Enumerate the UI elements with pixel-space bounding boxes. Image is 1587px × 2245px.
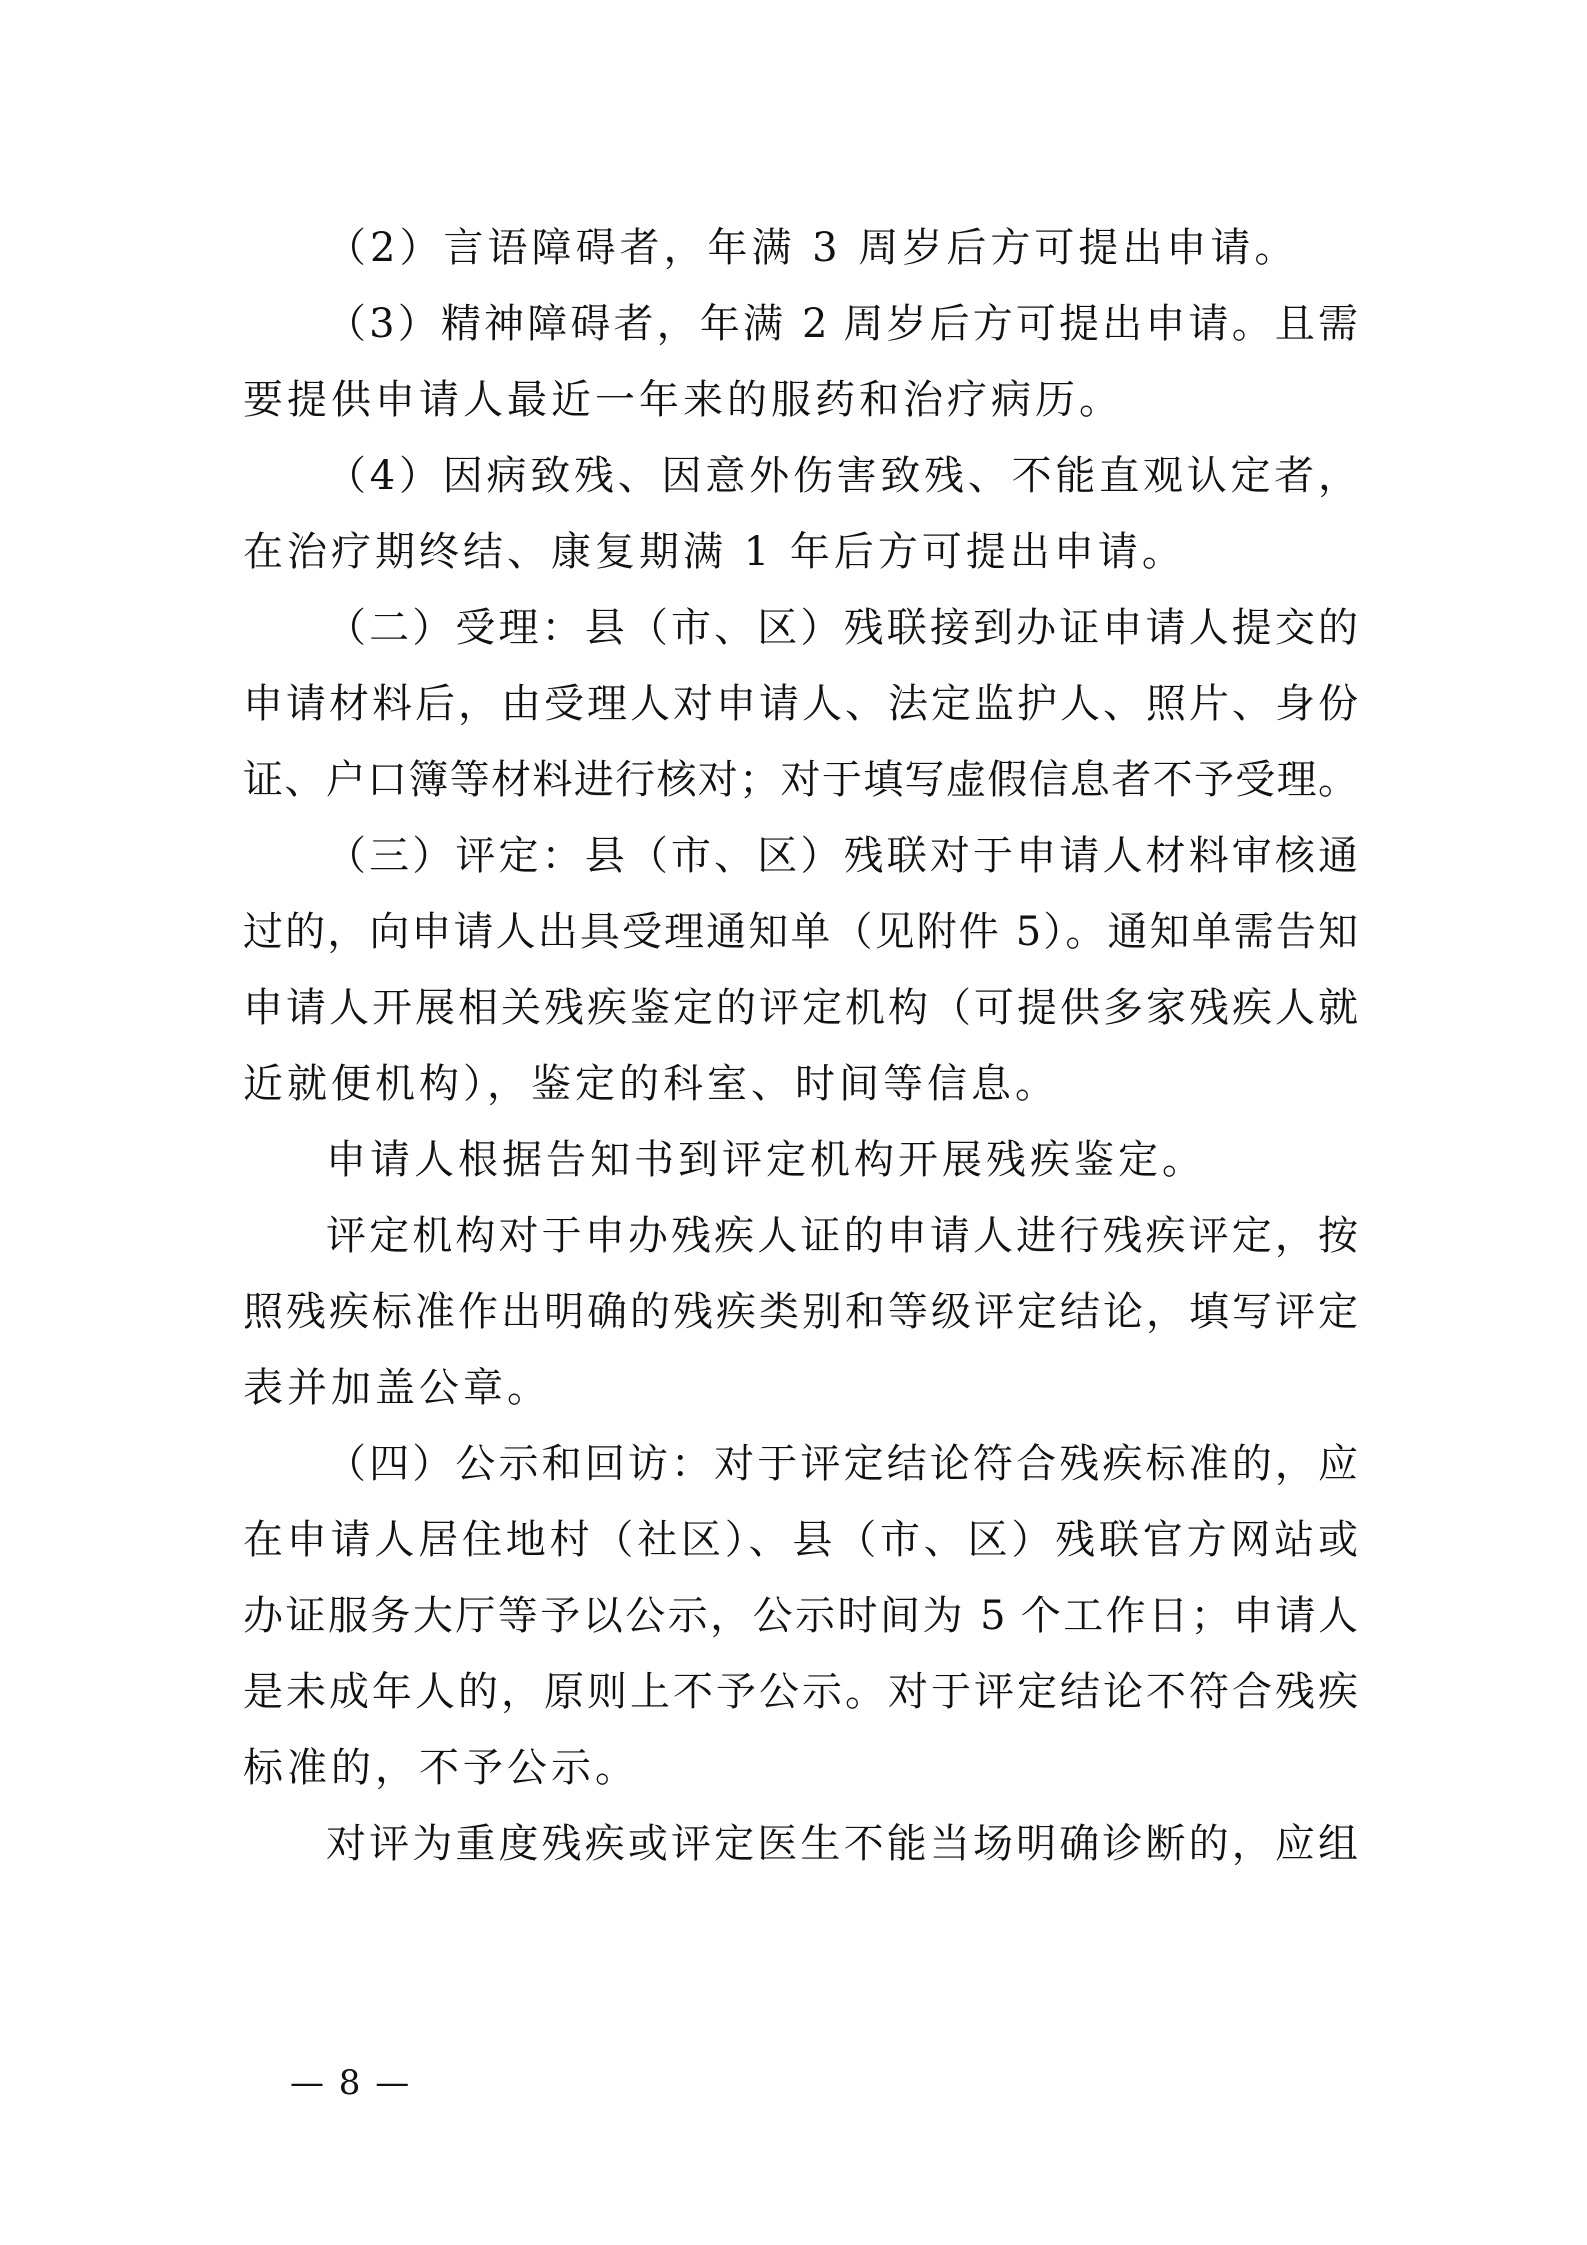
text-line: 照残疾标准作出明确的残疾类别和等级评定结论，填写评定 <box>243 1289 1358 1335</box>
text-line: 在申请人居住地村（社区）、县（市、区）残联官方网站或 <box>243 1517 1358 1563</box>
text-line: 在治疗期终结、康复期满 1 年后方可提出申请。 <box>243 529 1186 575</box>
text-line: 对评为重度残疾或评定医生不能当场明确诊断的，应组 <box>326 1821 1358 1867</box>
text-line: 近就便机构），鉴定的科室、时间等信息。 <box>243 1061 1059 1107</box>
text-line: （3）精神障碍者，年满 2 周岁后方可提出申请。且需 <box>326 301 1358 347</box>
text-line: 标准的，不予公示。 <box>243 1745 639 1791</box>
text-line: 评定机构对于申办残疾人证的申请人进行残疾评定，按 <box>326 1213 1358 1259</box>
text-line: 证、户口簿等材料进行核对；对于填写虚假信息者不予受理。 <box>243 757 1358 803</box>
text-line: 表并加盖公章。 <box>243 1365 551 1411</box>
text-line: 申请材料后，由受理人对申请人、法定监护人、照片、身份 <box>243 681 1358 727</box>
text-line: 过的，向申请人出具受理通知单（见附件 5）。通知单需告知 <box>243 909 1358 955</box>
text-line: （三）评定：县（市、区）残联对于申请人材料审核通 <box>326 833 1358 879</box>
text-line: 办证服务大厅等予以公示，公示时间为 5 个工作日；申请人 <box>243 1593 1358 1639</box>
text-line: （二）受理：县（市、区）残联接到办证申请人提交的 <box>326 605 1358 651</box>
text-line: （2）言语障碍者，年满 3 周岁后方可提出申请。 <box>326 225 1299 271</box>
text-line: 申请人根据告知书到评定机构开展残疾鉴定。 <box>326 1137 1206 1183</box>
text-line: （四）公示和回访：对于评定结论符合残疾标准的，应 <box>326 1441 1358 1487</box>
text-line: （4）因病致残、因意外伤害致残、不能直观认定者， <box>326 453 1358 499</box>
text-line: 申请人开展相关残疾鉴定的评定机构（可提供多家残疾人就 <box>243 985 1358 1031</box>
text-line: 要提供申请人最近一年来的服药和治疗病历。 <box>243 377 1123 423</box>
page-number: — 8 — <box>290 2063 412 2103</box>
text-line: 是未成年人的，原则上不予公示。对于评定结论不符合残疾 <box>243 1669 1358 1715</box>
